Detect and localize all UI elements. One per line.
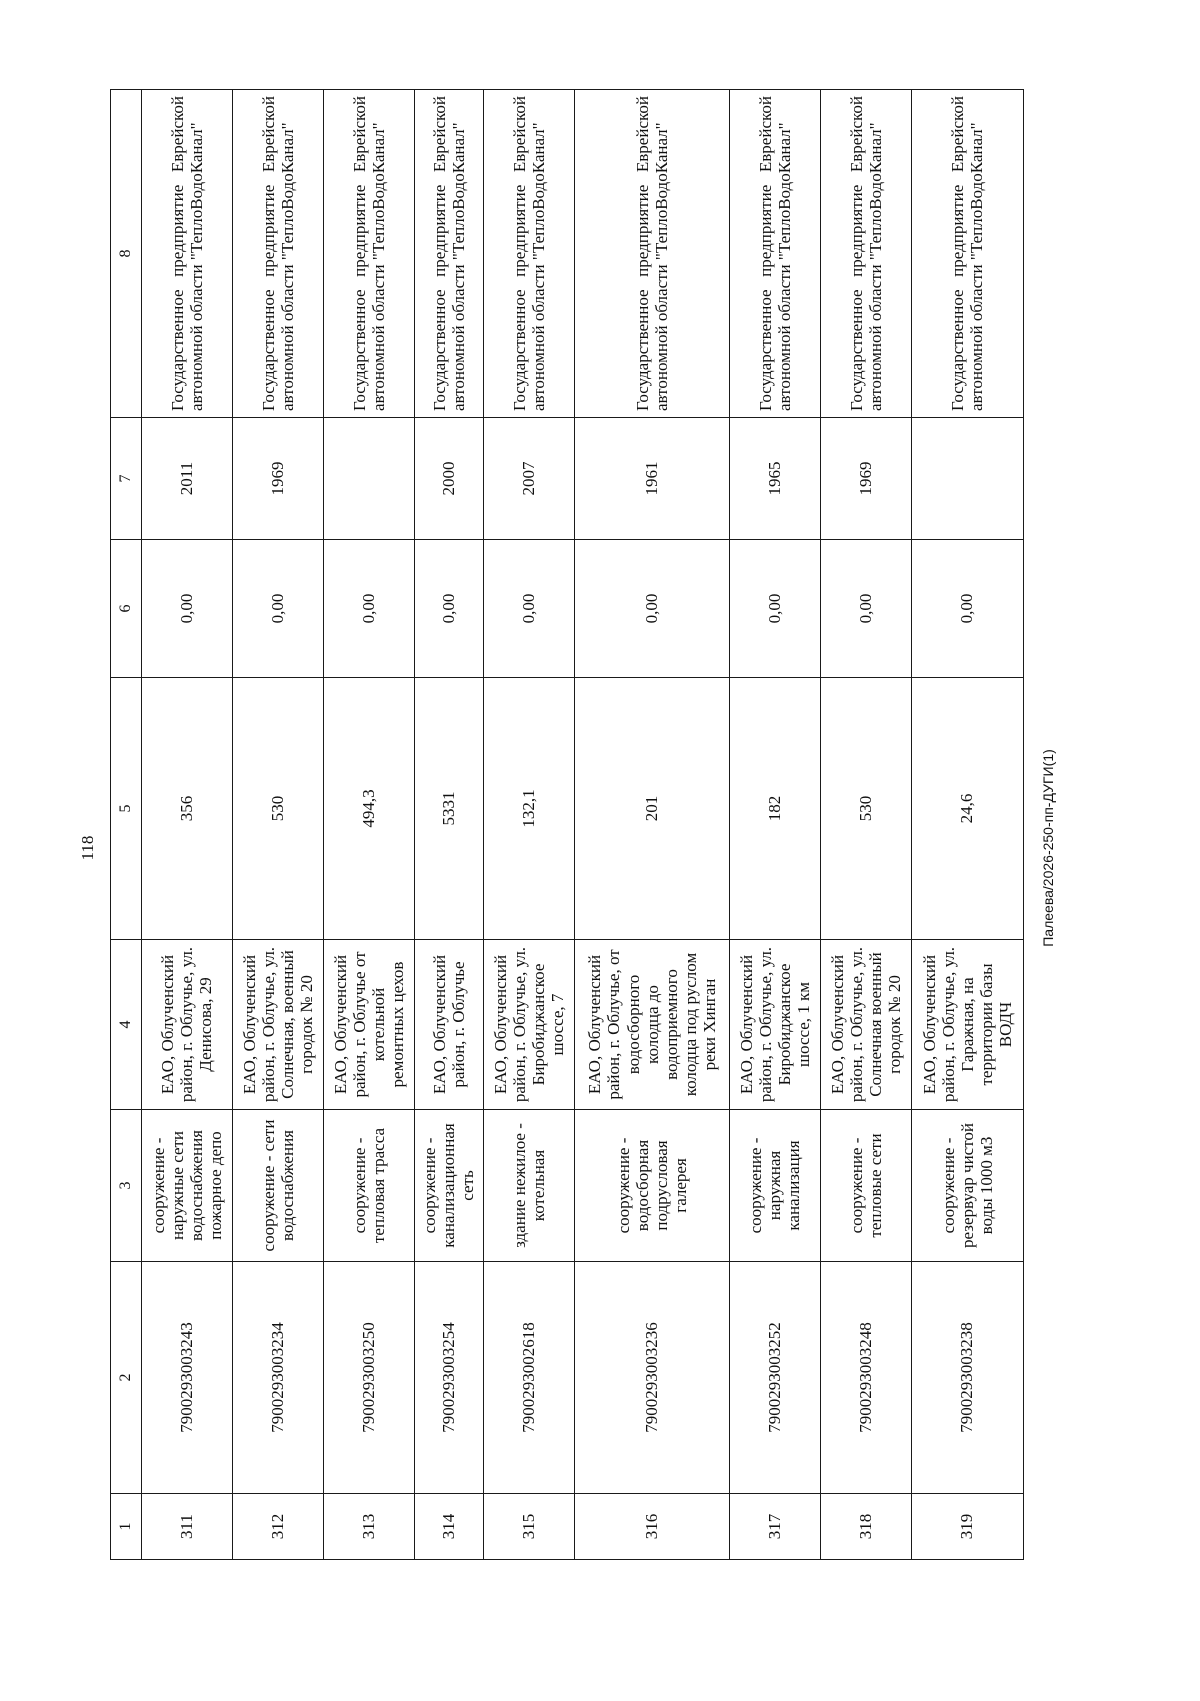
table-row [414, 90, 484, 1560]
cadastral-number: 7900293003234 [232, 1262, 323, 1494]
object-year [323, 418, 414, 540]
table-row [323, 90, 414, 1560]
object-name: сооружение - водосборная подрусловая галерея [575, 1110, 730, 1262]
property-table [110, 89, 1024, 1560]
object-name: сооружение - резервуар чистой воды 1000 м3 [911, 1110, 1023, 1262]
object-year: 1961 [575, 418, 730, 540]
object-size: 24,6 [911, 678, 1023, 940]
object-cost: 0,00 [232, 540, 323, 678]
column-header: 3 [111, 1110, 142, 1262]
object-name: сооружение - канализационная сеть [414, 1110, 484, 1262]
cadastral-number: 7900293003248 [820, 1262, 911, 1494]
cadastral-number: 7900293003236 [575, 1262, 730, 1494]
object-size: 530 [820, 678, 911, 940]
object-cost: 0,00 [142, 540, 233, 678]
cadastral-number: 7900293002618 [484, 1262, 575, 1494]
object-name: сооружение - наружные сети водоснабжения пожарное депо [142, 1110, 233, 1262]
cadastral-number: 7900293003243 [142, 1262, 233, 1494]
column-header: 7 [111, 418, 142, 540]
column-header: 5 [111, 678, 142, 940]
row-number: 316 [575, 1494, 730, 1560]
object-owner: Государственное предприятие Еврейской автономной области "ТеплоВодоКанал" [575, 90, 730, 418]
object-address: ЕАО, Облученский район, г. Облучье, ул. Биробиджанское шоссе, 1 км [729, 940, 820, 1110]
object-size: 5331 [414, 678, 484, 940]
object-size: 356 [142, 678, 233, 940]
object-size: 494,3 [323, 678, 414, 940]
table-header-row [111, 90, 142, 1560]
object-name: здание нежилое - котельная [484, 1110, 575, 1262]
cadastral-number: 7900293003252 [729, 1262, 820, 1494]
object-cost: 0,00 [575, 540, 730, 678]
table-row [142, 90, 233, 1560]
table-row [911, 90, 1023, 1560]
object-name: сооружение - тепловая трасса [323, 1110, 414, 1262]
object-address: ЕАО, Облученский район, г. Облучье, ул. Денисова, 29 [142, 940, 233, 1110]
object-year: 1969 [820, 418, 911, 540]
row-number: 313 [323, 1494, 414, 1560]
table-row [575, 90, 730, 1560]
row-number: 317 [729, 1494, 820, 1560]
object-owner: Государственное предприятие Еврейской автономной области "ТеплоВодоКанал" [323, 90, 414, 418]
object-address: ЕАО, Облученский район, г. Облучье, ул. Гаражная, на территории базы ВОДЧ [911, 940, 1023, 1110]
object-name: сооружение - сети водоснабжения [232, 1110, 323, 1262]
row-number: 312 [232, 1494, 323, 1560]
object-year: 2011 [142, 418, 233, 540]
object-size: 530 [232, 678, 323, 940]
object-owner: Государственное предприятие Еврейской автономной области "ТеплоВодоКанал" [911, 90, 1023, 418]
object-owner: Государственное предприятие Еврейской автономной области "ТеплоВодоКанал" [142, 90, 233, 418]
object-year: 1965 [729, 418, 820, 540]
column-header: 4 [111, 940, 142, 1110]
table-row [820, 90, 911, 1560]
object-year: 2000 [414, 418, 484, 540]
property-table-container [110, 90, 1024, 1560]
object-cost: 0,00 [820, 540, 911, 678]
object-name: сооружение - тепловые сети [820, 1110, 911, 1262]
object-owner: Государственное предприятие Еврейской автономной области "ТеплоВодоКанал" [484, 90, 575, 418]
object-year: 2007 [484, 418, 575, 540]
object-address: ЕАО, Облученский район, г. Облучье [414, 940, 484, 1110]
row-number: 311 [142, 1494, 233, 1560]
object-address: ЕАО, Облученский район, г. Облучье от котельной ремонтных цехов [323, 940, 414, 1110]
row-number: 319 [911, 1494, 1023, 1560]
object-owner: Государственное предприятие Еврейской автономной области "ТеплоВодоКанал" [729, 90, 820, 418]
column-header: 1 [111, 1494, 142, 1560]
object-size: 182 [729, 678, 820, 940]
table-row [232, 90, 323, 1560]
object-owner: Государственное предприятие Еврейской автономной области "ТеплоВодоКанал" [414, 90, 484, 418]
object-name: сооружение - наружная канализация [729, 1110, 820, 1262]
object-size: 132,1 [484, 678, 575, 940]
object-year [911, 418, 1023, 540]
column-header: 2 [111, 1262, 142, 1494]
document-footer-code: Палеева/2026-250-пп-ДУГИ(1) [1040, 749, 1056, 947]
row-number: 315 [484, 1494, 575, 1560]
cadastral-number: 7900293003238 [911, 1262, 1023, 1494]
object-address: ЕАО, Облученский район, г. Облучье, от водосборного колодца до водоприемного колодца под руслом реки Хинган [575, 940, 730, 1110]
object-owner: Государственное предприятие Еврейской автономной области "ТеплоВодоКанал" [820, 90, 911, 418]
row-number: 318 [820, 1494, 911, 1560]
cadastral-number: 7900293003254 [414, 1262, 484, 1494]
table-row [729, 90, 820, 1560]
page-number: 118 [78, 835, 97, 861]
object-cost: 0,00 [911, 540, 1023, 678]
column-header: 8 [111, 90, 142, 418]
object-year: 1969 [232, 418, 323, 540]
column-header: 6 [111, 540, 142, 678]
object-size: 201 [575, 678, 730, 940]
object-cost: 0,00 [729, 540, 820, 678]
object-address: ЕАО, Облученский район, г. Облучье, ул. Биробиджанское шоссе, 7 [484, 940, 575, 1110]
object-address: ЕАО, Облученский район, г. Облучье, ул. Солнечная военный городок № 20 [820, 940, 911, 1110]
cadastral-number: 7900293003250 [323, 1262, 414, 1494]
object-owner: Государственное предприятие Еврейской автономной области "ТеплоВодоКанал" [232, 90, 323, 418]
row-number: 314 [414, 1494, 484, 1560]
object-address: ЕАО, Облученский район, г. Облучье, ул. Солнечная, военный городок № 20 [232, 940, 323, 1110]
object-cost: 0,00 [414, 540, 484, 678]
table-row [484, 90, 575, 1560]
object-cost: 0,00 [323, 540, 414, 678]
object-cost: 0,00 [484, 540, 575, 678]
